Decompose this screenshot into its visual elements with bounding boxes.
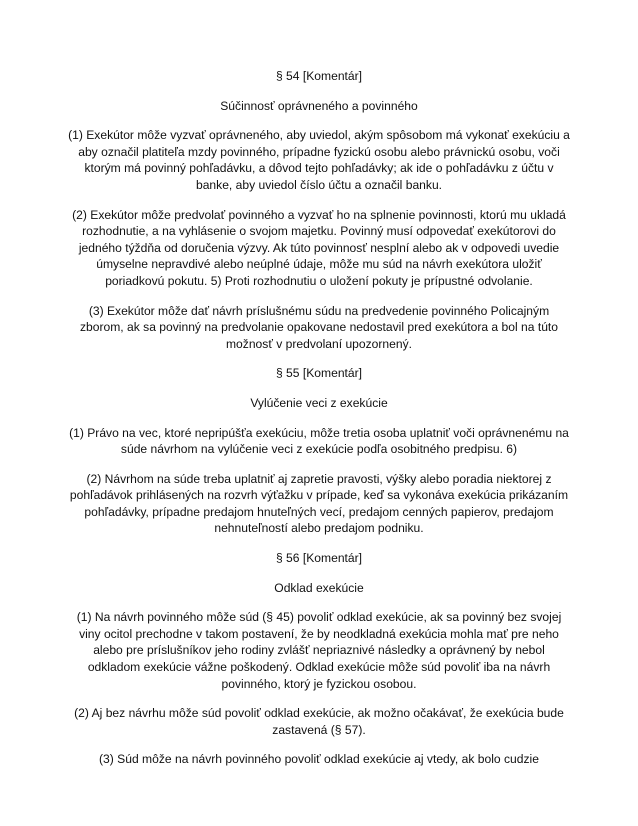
section-title-54: Súčinnosť oprávneného a povinného bbox=[220, 98, 418, 113]
section-title-55: Vylúčenie veci z exekúcie bbox=[250, 395, 388, 410]
paragraph-54-3: (3) Exekútor môže dať návrh príslušnému súdu na predvedenie povinného Policajným zborom, ak sa povinný na predvolanie opakovane nedostavil pred exekútora a bol na túto možnosť v predvolaní upozornený. bbox=[79, 303, 559, 351]
paragraph-56-2: (2) Aj bez návrhu môže súd povoliť odklad exekúcie, ak možno očakávať, že exekúcia bude zastavená (§ 57). bbox=[74, 706, 564, 737]
paragraph-55-2: (2) Návrhom na súde treba uplatniť aj zapretie pravosti, výšky alebo poradia niektorej z pohľadávok prihlásených na rozvrh výťažku v prípade, keď sa vykonáva exekúcia prikázaním pohľadávky, prípadne predajom hnuteľných vecí, predajom cenných papierov, predajom nehnuteľností alebo predajom podniku. bbox=[69, 471, 569, 536]
section-heading-55: § 55 [Komentár] bbox=[275, 366, 363, 381]
paragraph-55-1: (1) Právo na vec, ktoré nepripúšťa exekúciu, môže tretia osoba uplatniť voči oprávnenému na súde návrhom na vylúčenie veci z exekúcie podľa osobitného predpisu. 6) bbox=[69, 425, 569, 457]
paragraph-54-2: (2) Exekútor môže predvolať povinného a vyzvať ho na splnenie povinnosti, ktorú mu ukladá rozhodnutie, a na vyhlásenie o svojom majetku. Povinný musí odpovedať exekútorovi do jedného týždňa od doručenia výzvy. Ak túto povinnosť nesplní alebo ak v odpovedi uvedie úmyselne nepravdivé alebo neúplné údaje, môže mu súd na návrh exekútora uložiť poriadkovú pokutu. 5) Proti rozhodnutiu o uložení pokuty je prípustné odvolanie. bbox=[72, 207, 566, 288]
paragraph-56-1: (1) Na návrh povinného môže súd (§ 45) povoliť odklad exekúcie, ak sa povinný bez svojej viny ocitol prechodne v takom postavení, že by neodkladná exekúcia mohla mať pre neho alebo pre príslušníkov jeho rodiny zvlášť nepriaznivé následky a oprávnený by nebol odkladom exekúcie vážne poškodený. Odklad exekúcie môže súd povoliť iba na návrh povinného, ktorý je fyzickou osobou. bbox=[76, 610, 562, 691]
paragraph-54-1: (1) Exekútor môže vyzvať oprávneného, aby uviedol, akým spôsobom má vykonať exekúciu a aby označil platiteľa mzdy povinného, prípadne fyzickú osobu alebo právnickú osobu, voči ktorým má povinný pohľadávku, a dôvod tejto pohľadávky; ak ide o pohľadávku z účtu v banke, aby uviedol číslo účtu a označil banku. bbox=[68, 128, 570, 192]
paragraph-56-3: (3) Súd môže na návrh povinného povoliť odklad exekúcie aj vtedy, ak bolo cudzie bbox=[99, 752, 539, 767]
section-heading-54: § 54 [Komentár] bbox=[275, 69, 363, 83]
section-title-56: Odklad exekúcie bbox=[274, 580, 364, 595]
document-body bbox=[68, 68, 570, 781]
section-heading-56: § 56 [Komentár] bbox=[275, 551, 363, 566]
